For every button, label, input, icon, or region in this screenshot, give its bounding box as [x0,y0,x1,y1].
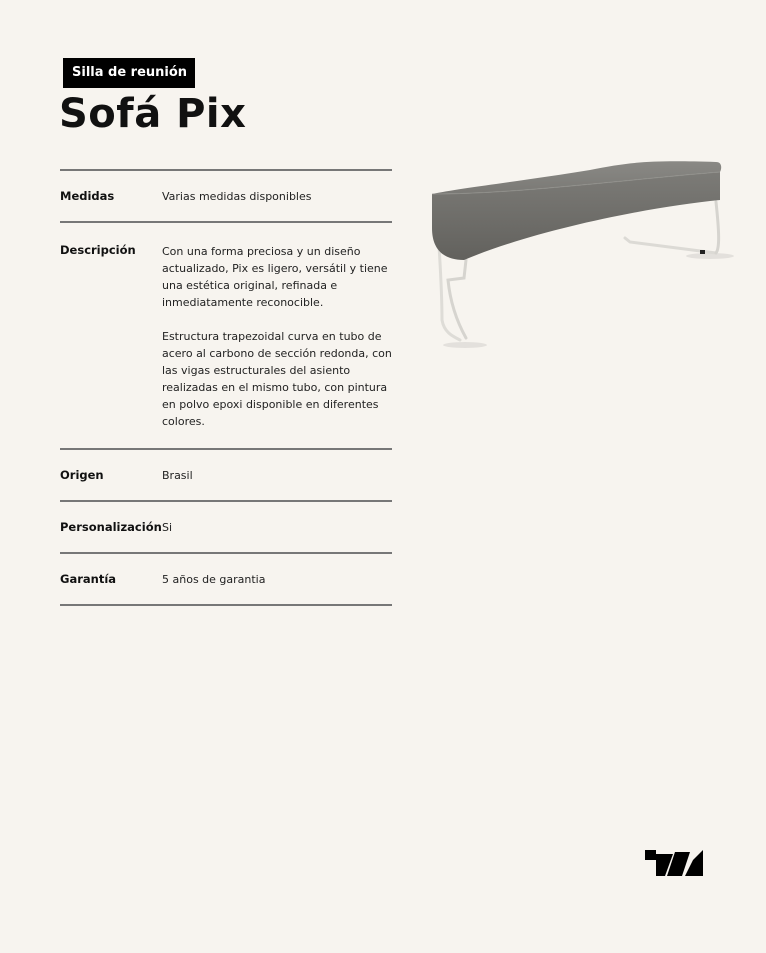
description-paragraph: Estructura trapezoidal curva en tubo de acero al carbono de sección redonda, con las vigas estructurales del asiento realizadas en el mismo tubo, con pintura en polvo epoxi disponible en diferentes colores. [162,330,392,428]
spec-value: Si [162,521,173,534]
page-title: Sofá Pix [59,91,247,137]
spec-row-medidas [60,171,392,223]
spec-value [162,243,392,430]
shadow [443,342,487,348]
spec-value: Brasil [162,469,193,482]
frame-leg [448,260,466,338]
spec-row-personalizacion [60,502,392,554]
spec-table [60,169,392,606]
description-paragraph: Con una forma preciosa y un diseño actualizado, Pix es ligero, versátil y tiene una estética original, refinada e inmediatamente reconocible. [162,245,388,309]
category-badge: Silla de reunión [63,58,195,88]
spec-value: 5 años de garantia [162,573,266,586]
spec-label: Garantía [60,572,117,586]
spec-label: Personalización [60,520,162,534]
spec-label: Origen [60,468,104,482]
spec-value: Varias medidas disponibles [162,190,312,203]
spec-row-descripcion [60,223,392,450]
spec-row-origen [60,450,392,502]
frame-leg [716,202,719,253]
brand-logo [645,850,703,876]
product-image [420,150,740,360]
spec-row-garantia [60,554,392,606]
spec-label: Medidas [60,189,115,203]
foot-glide [700,250,705,254]
spec-label: Descripción [60,243,136,257]
shadow [686,253,734,259]
